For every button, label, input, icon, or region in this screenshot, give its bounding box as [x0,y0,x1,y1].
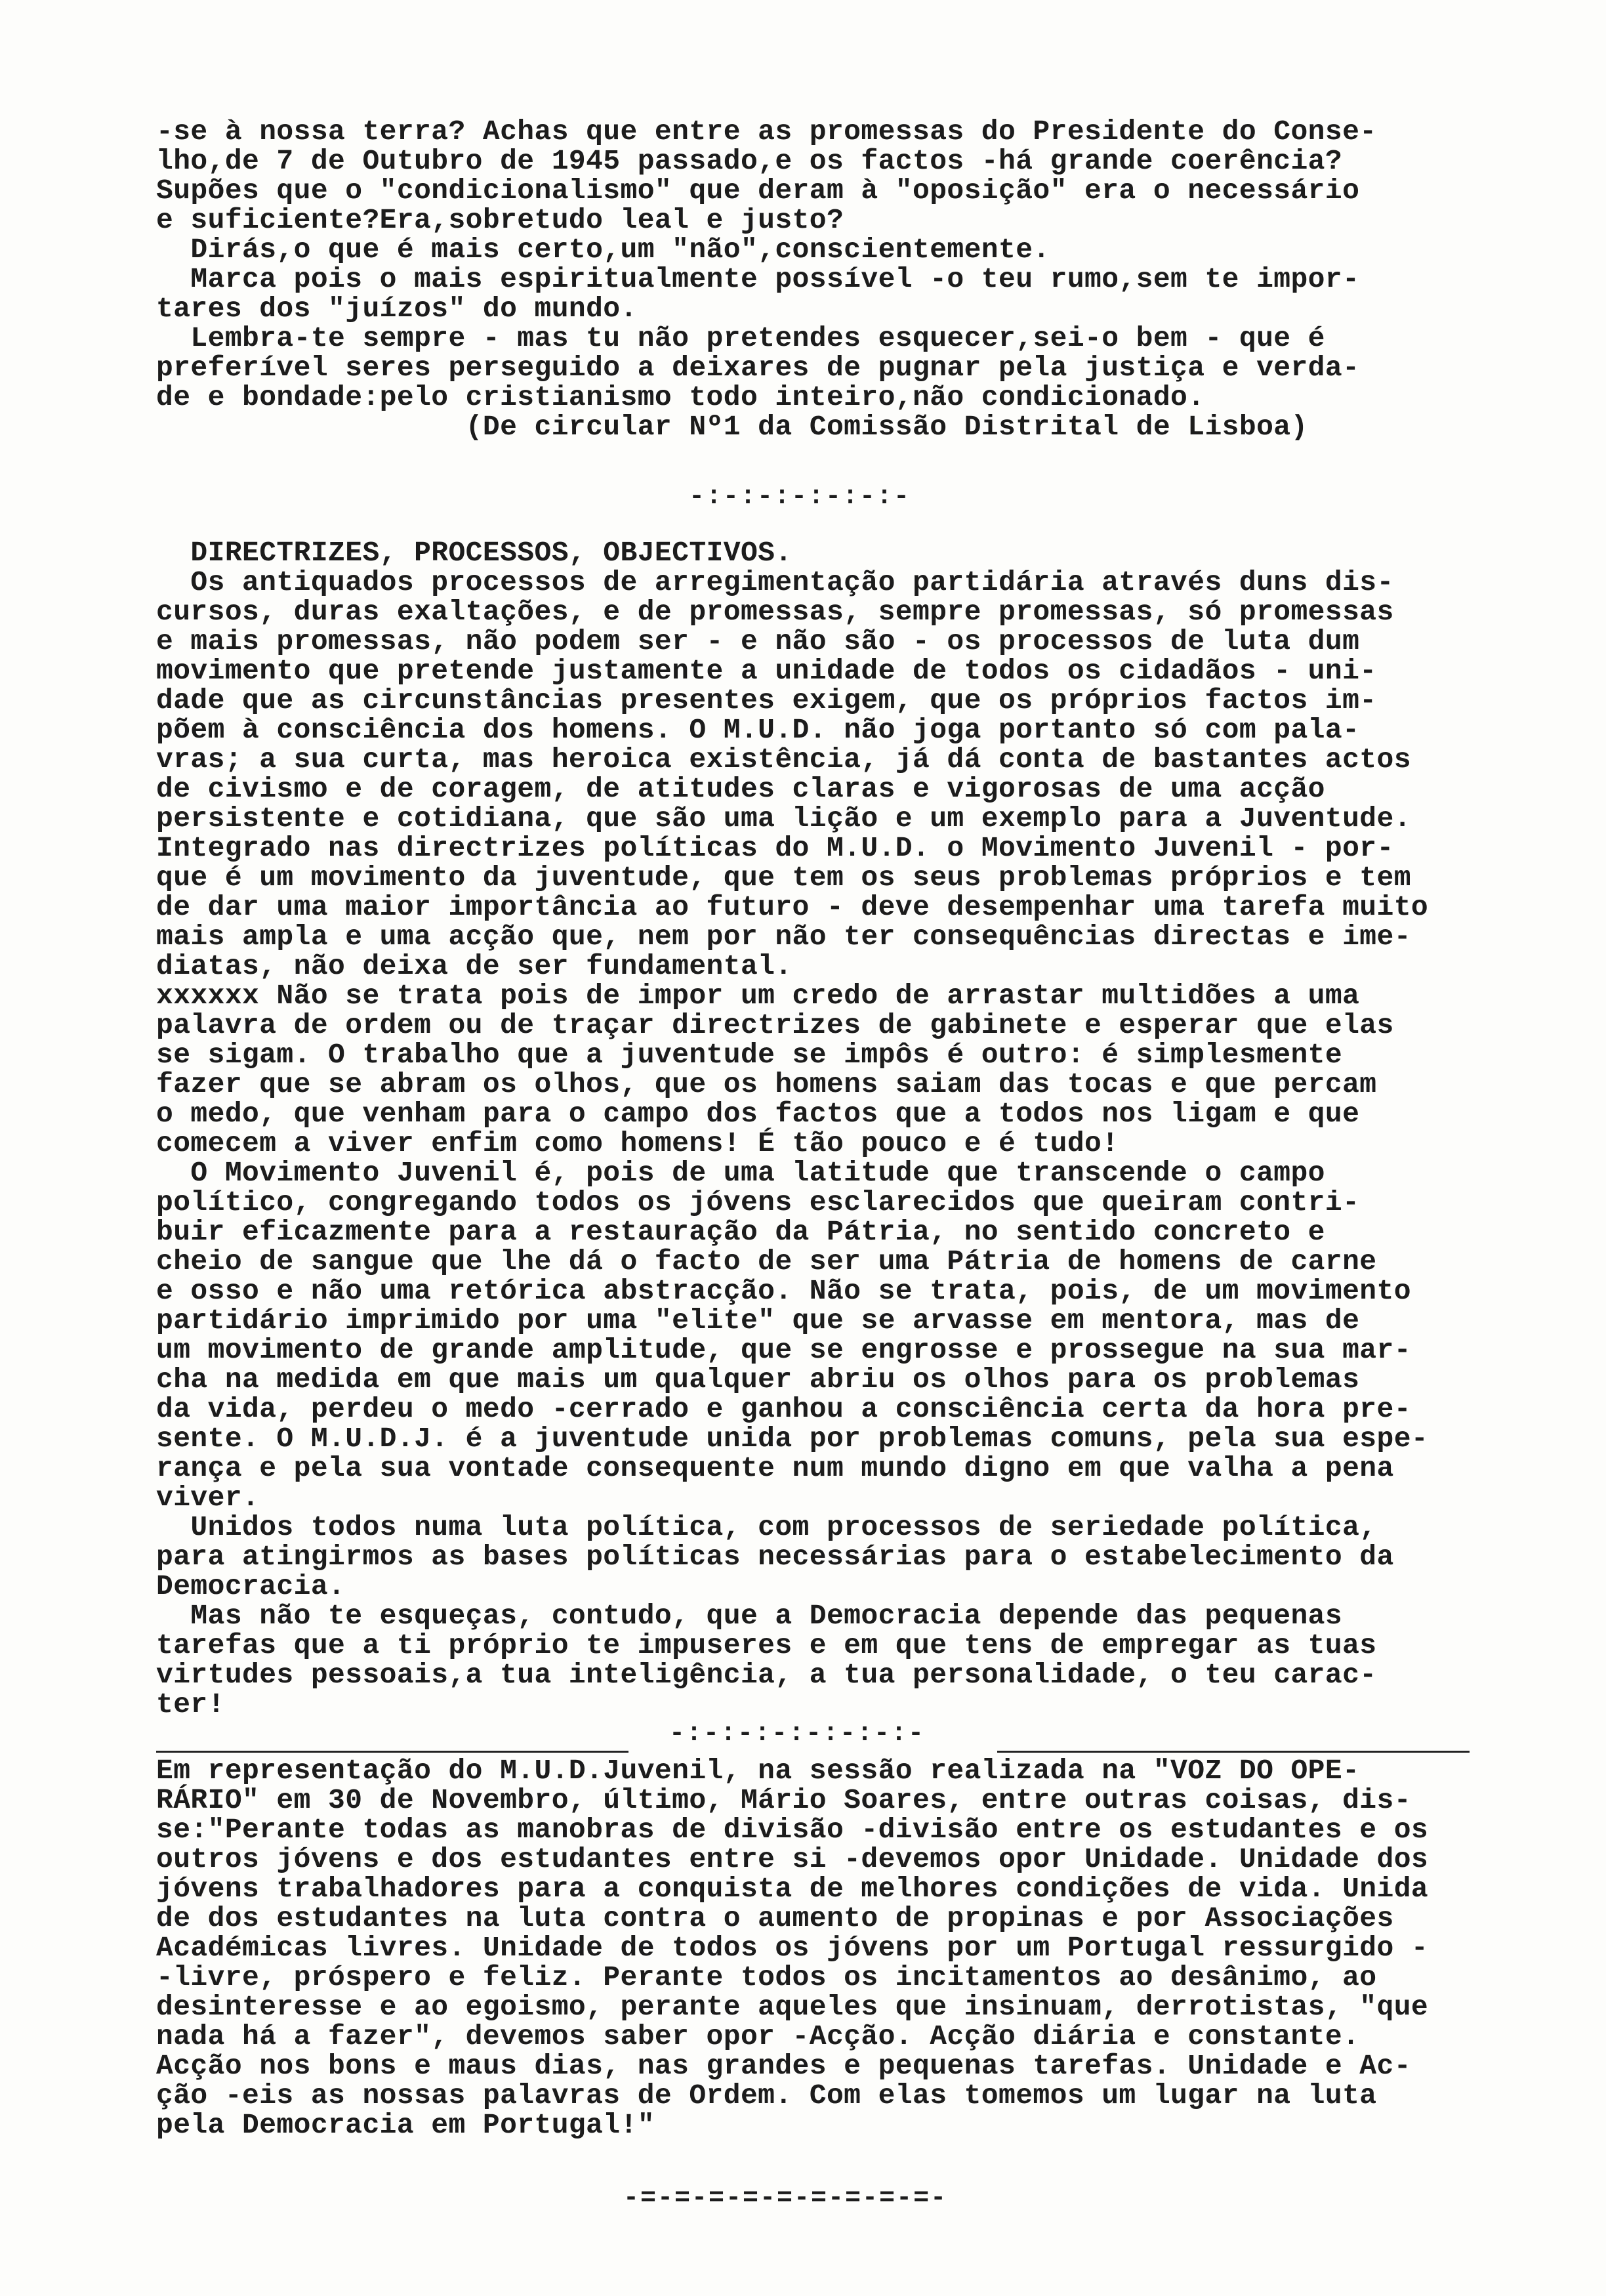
intro-line: -se à nossa terra? Achas que entre as promessas do Presidente do Conse- [156,115,1377,148]
body-line: e mais promessas, não podem ser - e não são - os processos de luta dum [156,625,1360,657]
body-line: cursos, duras exaltações, e de promessas, sempre promessas, só promessas [156,596,1394,628]
body-line: um movimento de grande amplitude, que se engrosse e prossegue na sua mar- [156,1334,1411,1366]
body-line: de civismo e de coragem, de atitudes claras e vigorosas de uma acção [156,773,1325,805]
speech-line: nada há a fazer", devemos saber opor -Acção. Acção diária e constante. [156,2020,1360,2053]
speech-line: de dos estudantes na luta contra o aumento de propinas e por Associações [156,1902,1394,1934]
speech-line: ção -eis as nossas palavras de Ordem. Com elas tomemos um lugar na luta [156,2079,1377,2112]
body-line: de dar uma maior importância ao futuro - deve desempenhar uma tarefa muito [156,891,1429,923]
body-line: comecem a viver enfim como homens! É tão pouco e é tudo! [156,1127,1119,1159]
body-line: põem à consciência dos homens. O M.U.D. não joga portanto só com pala- [156,714,1360,746]
speech-line: -livre, próspero e feliz. Perante todos os incitamentos ao desânimo, ao [156,1961,1377,1993]
body-line: o medo, que venham para o campo dos factos que a todos nos ligam e que [156,1098,1360,1130]
intro-section [156,117,1468,442]
horizontal-rule [997,1751,1470,1753]
intro-line: de e bondade:pelo cristianismo todo inteiro,não condicionado. [156,381,1205,413]
body-line: viver. [156,1482,260,1514]
body-line: se sigam. O trabalho que a juventude se impôs é outro: é simplesmente [156,1039,1343,1071]
body-line: mais ampla e uma acção que, nem por não ter consequências directas e ime- [156,921,1411,953]
section-heading: DIRECTRIZES, PROCESSOS, OBJECTIVOS. [156,537,793,569]
body-line: diatas, não deixa de ser fundamental. [156,950,793,982]
body-line: Unidos todos numa luta política, com processos de seriedade política, [156,1511,1377,1543]
speech-line: Em representação do M.U.D.Juvenil, na sessão realizada na "VOZ DO OPE- [156,1755,1360,1787]
body-line: Mas não te esqueças, contudo, que a Democracia depende das pequenas [156,1600,1343,1632]
body-line: político, congregando todos os jóvens esclarecidos que queiram contri- [156,1186,1360,1219]
intro-line: Lembra-te sempre - mas tu não pretendes esquecer,sei-o bem - que é [156,322,1325,354]
body-line: tarefas que a ti próprio te impuseres e em que tens de empregar as tuas [156,1629,1377,1661]
intro-line: e suficiente?Era,sobretudo leal e justo? [156,204,844,236]
directrizes-section [156,538,1468,1719]
body-line: rança e pela sua vontade consequente num mundo digno em que valha a pena [156,1452,1394,1484]
body-line: e osso e não uma retórica abstracção. Não se trata, pois, de um movimento [156,1275,1411,1307]
speech-line: jóvens trabalhadores para a conquista de melhores condições de vida. Unida [156,1873,1429,1905]
body-line: palavra de ordem ou de traçar directrizes de gabinete e esperar que elas [156,1009,1394,1041]
intro-line: Dirás,o que é mais certo,um "não",conscientemente. [156,234,1050,266]
body-line: Democracia. [156,1570,346,1602]
body-line: fazer que se abram os olhos, que os homens saiam das tocas e que percam [156,1068,1377,1100]
body-line: xxxxxx Não se trata pois de impor um credo de arrastar multidões a uma [156,980,1360,1012]
intro-line: Marca pois o mais espiritualmente possível -o teu rumo,sem te impor- [156,263,1360,295]
body-line: que é um movimento da juventude, que tem os seus problemas próprios e tem [156,862,1411,894]
body-line: partidário imprimido por uma "elite" que se arvasse em mentora, mas de [156,1305,1360,1337]
speech-line: se:"Perante todas as manobras de divisão -divisão entre os estudantes e os [156,1814,1429,1846]
section-separator: -:-:-:-:-:-:-:- [669,1719,926,1749]
speech-line: Académicas livres. Unidade de todos os jóvens por um Portugal ressurgido - [156,1932,1429,1964]
intro-line: tares dos "juízos" do mundo. [156,293,638,325]
intro-line: lho,de 7 de Outubro de 1945 passado,e os factos -há grande coerência? [156,145,1343,177]
body-line: vras; a sua curta, mas heroica existência, já dá conta de bastantes actos [156,743,1411,776]
body-line: dade que as circunstâncias presentes exigem, que os próprios factos im- [156,684,1377,717]
body-line: cha na medida em que mais um qualquer abriu os olhos para os problemas [156,1364,1360,1396]
body-line: ter! [156,1688,225,1721]
speech-line: Acção nos bons e maus dias, nas grandes e pequenas tarefas. Unidade e Ac- [156,2050,1411,2082]
body-line: para atingirmos as bases políticas necessárias para o estabelecimento da [156,1541,1394,1573]
speech-line: RÁRIO" em 30 de Novembro, último, Mário Soares, entre outras coisas, dis- [156,1784,1411,1816]
body-line: persistente e cotidiana, que são uma lição e um exemplo para a Juventude. [156,803,1411,835]
speech-line: outros jóvens e dos estudantes entre si -devemos opor Unidade. Unidade dos [156,1843,1429,1875]
body-line: da vida, perdeu o medo -cerrado e ganhou a consciência certa da hora pre- [156,1393,1411,1425]
body-line: sente. O M.U.D.J. é a juventude unida por problemas comuns, pela sua espe- [156,1423,1429,1455]
speech-line: pela Democracia em Portugal!" [156,2109,655,2141]
body-line: cheio de sangue que lhe dá o facto de ser uma Pátria de homens de carne [156,1245,1377,1278]
body-line: movimento que pretende justamente a unidade de todos os cidadãos - uni- [156,655,1377,687]
body-line: Os antiquados processos de arregimentação partidária através duns dis- [156,566,1394,598]
speech-section [156,1756,1468,2140]
body-line: virtudes pessoais,a tua inteligência, a tua personalidade, o teu carac- [156,1659,1377,1691]
horizontal-rule [156,1751,628,1753]
body-line: Integrado nas directrizes políticas do M.U.D. o Movimento Juvenil - por- [156,832,1394,864]
intro-line: preferível seres perseguido a deixares de pugnar pela justiça e verda- [156,352,1360,384]
source-citation: (De circular Nº1 da Comissão Distrital de Lisboa) [156,411,1308,443]
section-separator: -:-:-:-:-:-:- [689,482,911,512]
speech-line: desinteresse e ao egoismo, perante aqueles que insinuam, derrotistas, "que [156,1991,1429,2023]
body-line: O Movimento Juvenil é, pois de uma latitude que transcende o campo [156,1157,1325,1189]
section-separator: -=-=-=-=-=-=-=-=-=- [623,2184,948,2213]
intro-line: Supões que o "condicionalismo" que deram à "oposição" era o necessário [156,175,1360,207]
body-line: buir eficazmente para a restauração da Pátria, no sentido concreto e [156,1216,1325,1248]
